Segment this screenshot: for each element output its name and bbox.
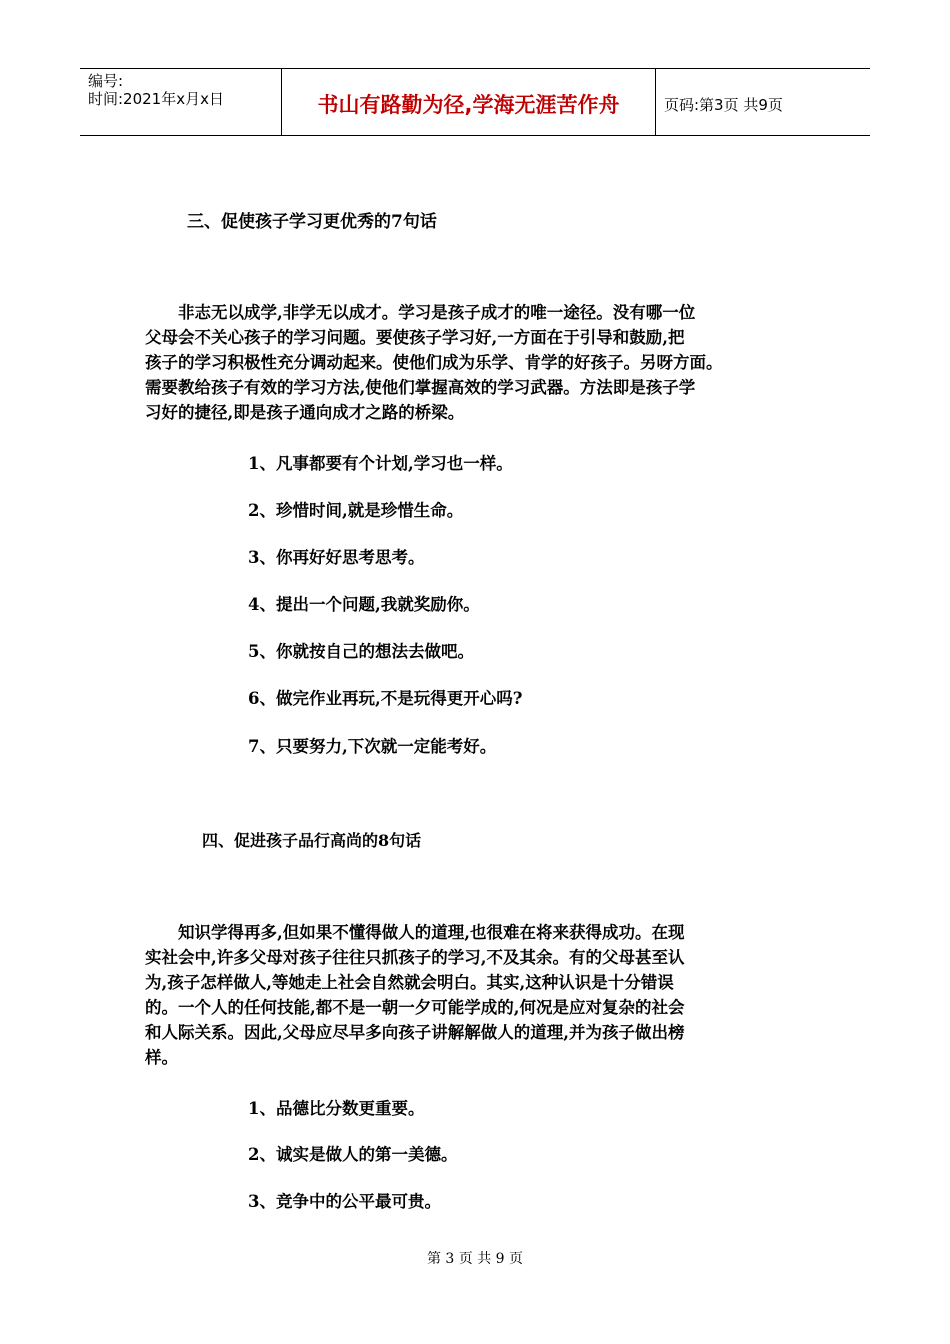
section-4-heading: 四、促进孩子品行高尚的8句话 xyxy=(202,831,422,850)
paragraph-line: 需要教给孩子有效的学习方法,使他们掌握高效的学习武器。方法即是孩子学 xyxy=(145,378,696,397)
list-item: 3、你再好好思考思考。 xyxy=(248,548,425,567)
header-motto: 书山有路勤为径,学海无涯苦作舟 xyxy=(282,69,656,135)
paragraph-line: 父母会不关心孩子的学习问题。要使孩子学习好,一方面在于引导和鼓励,把 xyxy=(145,328,685,347)
list-item: 4、提出一个问题,我就奖励你。 xyxy=(248,595,480,614)
page-footer: 第 3 页 共 9 页 xyxy=(426,1251,524,1267)
list-item: 3、竞争中的公平最可贵。 xyxy=(248,1192,441,1211)
header-page-code: 页码:第3页 共9页 xyxy=(664,95,783,114)
document-time-label: 时间:2021年x月x日 xyxy=(88,90,224,108)
document-number-label: 编号: xyxy=(88,72,124,90)
list-item: 5、你就按自己的想法去做吧。 xyxy=(248,642,474,661)
list-item: 6、做完作业再玩,不是玩得更开心吗? xyxy=(248,689,523,708)
header-info-cell xyxy=(80,69,282,135)
list-item: 1、凡事都要有个计划,学习也一样。 xyxy=(248,454,513,473)
list-item: 7、只要努力,下次就一定能考好。 xyxy=(248,737,497,756)
paragraph-line: 的。一个人的任何技能,都不是一朝一夕可能学成的,何况是应对复杂的社会 xyxy=(145,998,685,1017)
paragraph-line: 孩子的学习积极性充分调动起来。使他们成为乐学、肯学的好孩子。另呀方面。 xyxy=(145,353,723,372)
paragraph-line: 为,孩子怎样做人,等她走上社会自然就会明白。其实,这种认识是十分错误 xyxy=(145,973,674,992)
page-header xyxy=(80,68,870,136)
section-3-heading: 三、促使孩子学习更优秀的7句话 xyxy=(187,212,437,232)
section-4-paragraph xyxy=(145,920,810,1070)
list-item: 1、品德比分数更重要。 xyxy=(248,1099,425,1118)
paragraph-line: 实社会中,许多父母对孩子往往只抓孩子的学习,不及其余。有的父母甚至认 xyxy=(145,948,685,967)
paragraph-line: 和人际关系。因此,父母应尽早多向孩子讲解解做人的道理,并为孩子做出榜 xyxy=(145,1023,685,1042)
list-item: 2、珍惜时间,就是珍惜生命。 xyxy=(248,501,464,520)
paragraph-line: 知识学得再多,但如果不懂得做人的道理,也很难在将来获得成功。在现 xyxy=(178,923,685,942)
paragraph-line: 习好的捷径,即是孩子通向成才之路的桥梁。 xyxy=(145,403,465,422)
section-3-paragraph xyxy=(145,300,810,425)
paragraph-line: 非志无以成学,非学无以成才。学习是孩子成才的唯一途径。没有哪一位 xyxy=(178,303,696,322)
list-item: 2、诚实是做人的第一美德。 xyxy=(248,1145,458,1164)
paragraph-line: 样。 xyxy=(145,1048,178,1067)
